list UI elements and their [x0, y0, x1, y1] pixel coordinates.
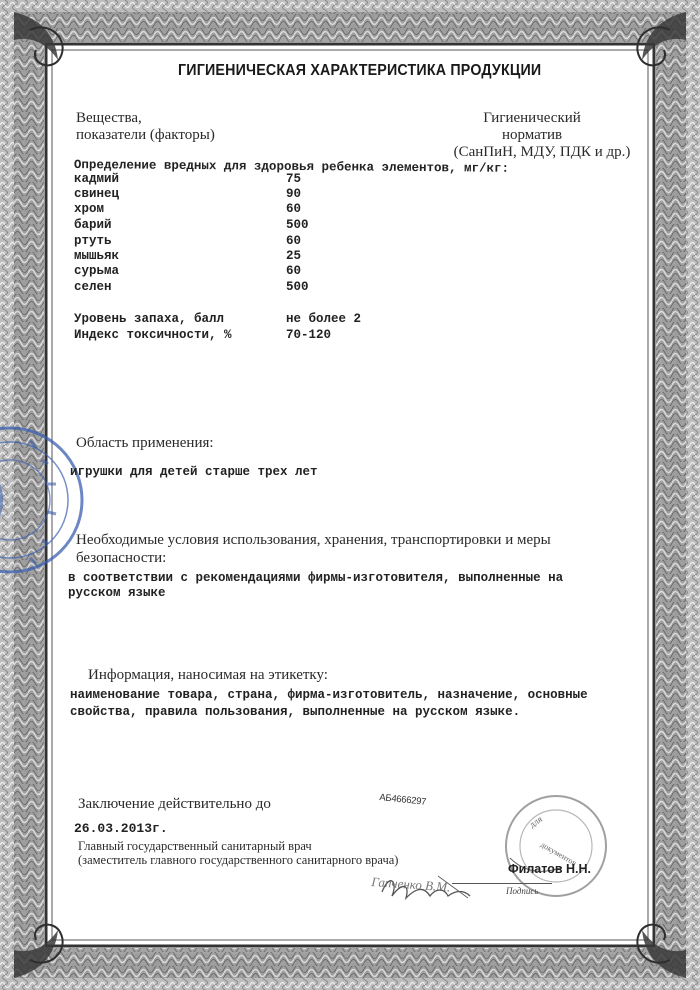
element-value: 60: [286, 264, 302, 278]
elements-heading: Определение вредных для здоровья ребенка элементов, мг/кг:: [73, 158, 510, 176]
header-norm-line1: Гигиенический: [483, 110, 581, 126]
element-name: барий: [74, 218, 112, 232]
scope-label: Область применения:: [76, 435, 214, 451]
conditions-label-line2: безопасности:: [76, 550, 167, 566]
signature-caption: Подпись: [506, 886, 539, 896]
document-title: ГИГИЕНИЧЕСКАЯ ХАРАКТЕРИСТИКА ПРОДУКЦИИ: [178, 62, 542, 79]
element-name: хром: [74, 202, 105, 216]
chief-doctor-title: Главный государственный санитарный врач: [78, 839, 312, 853]
validity-label: Заключение действительно до: [78, 796, 271, 812]
toxicity-index-label: Индекс токсичности, %: [74, 328, 232, 342]
odor-level-label: Уровень запаха, балл: [74, 312, 225, 326]
conditions-value-line2: русском языке: [68, 586, 166, 600]
label-info-value-line1: наименование товара, страна, фирма-изготовитель, назначение, основные: [70, 688, 588, 702]
element-value: 25: [286, 249, 302, 263]
sanitary-seal-stamp: [488, 788, 618, 898]
conditions-value-line1: в соответствии с рекомендациями фирмы-изготовителя, выполненные на: [68, 571, 564, 585]
signature-line: [452, 883, 552, 884]
form-serial-number: АБ4666297: [378, 792, 427, 808]
element-value: 75: [286, 172, 302, 186]
element-name: сурьма: [74, 264, 120, 278]
scope-value: игрушки для детей старше трех лет: [70, 465, 318, 479]
element-value: 60: [286, 234, 302, 248]
element-value: 60: [286, 202, 302, 216]
element-name: мышьяк: [74, 249, 120, 263]
svg-text:документов: документов: [539, 839, 578, 868]
element-name: кадмий: [74, 172, 120, 186]
handwritten-name: Гапченко В.М.: [370, 874, 451, 895]
header-substances-line1: Вещества,: [76, 110, 142, 126]
svg-text:для: для: [527, 813, 544, 830]
element-value: 500: [286, 280, 309, 294]
deputy-doctor-title: (заместитель главного государственного санитарного врача): [78, 853, 399, 867]
element-name: свинец: [74, 187, 120, 201]
header-substances-line2: показатели (факторы): [76, 127, 215, 143]
round-seal-stamp: [0, 400, 100, 600]
validity-date: 26.03.2013г.: [74, 821, 168, 836]
label-info-value-line2: свойства, правила пользования, выполненные на русском языке.: [70, 705, 521, 719]
conditions-label-line1: Необходимые условия использования, хранения, транспортировки и меры: [76, 532, 551, 548]
element-name: ртуть: [74, 234, 112, 248]
header-norm-line3: (СанПиН, МДУ, ПДК и др.): [453, 144, 631, 160]
odor-level-value: не более 2: [286, 312, 362, 326]
element-name: селен: [74, 280, 112, 294]
doctor-name: Филатов Н.Н.: [508, 862, 591, 876]
element-value: 90: [286, 187, 302, 201]
toxicity-index-value: 70-120: [286, 328, 332, 342]
header-norm-line2: норматив: [501, 127, 563, 143]
label-info-label: Информация, наносимая на этикетку:: [88, 667, 328, 683]
element-value: 500: [286, 218, 309, 232]
